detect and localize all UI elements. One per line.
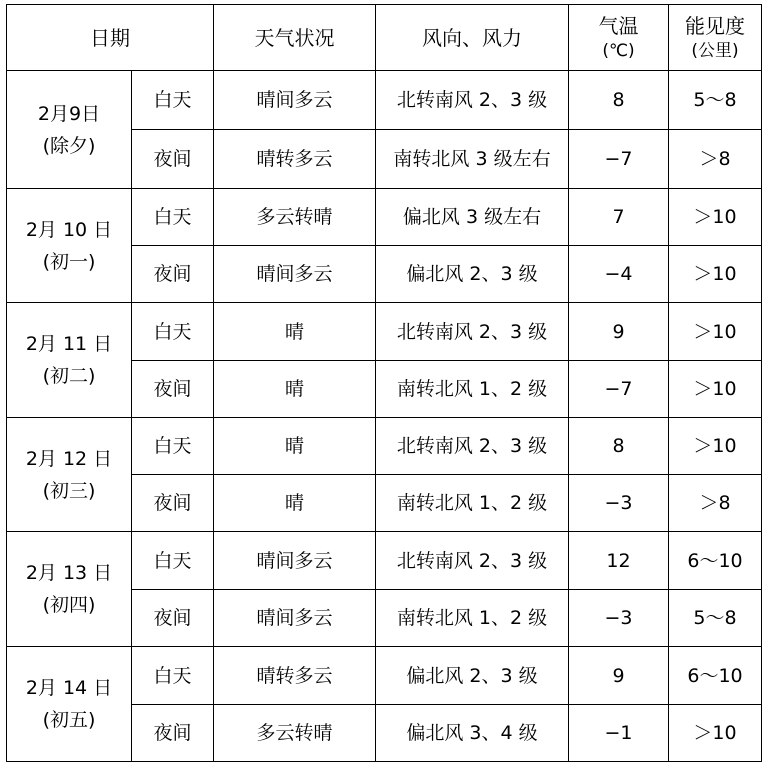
- temperature-cell: 8: [569, 71, 669, 130]
- weather-cell: 晴间多云: [214, 246, 376, 303]
- wind-cell: 北转南风 2、3 级: [376, 303, 569, 361]
- table-row: [7, 189, 762, 246]
- weather-cell: 晴: [214, 361, 376, 418]
- header-temperature-unit: (℃): [602, 40, 635, 61]
- weather-cell: 晴间多云: [214, 590, 376, 647]
- temperature-cell: 9: [569, 303, 669, 361]
- table-row: [7, 418, 762, 475]
- header-wind: 风向、风力: [376, 5, 569, 71]
- date-label: 2月 14 日: [25, 677, 113, 699]
- period-cell: 夜间: [132, 590, 214, 647]
- header-visibility-unit: (公里): [691, 40, 739, 61]
- header-visibility-label: 能见度: [685, 13, 745, 38]
- header-weather: 天气状况: [214, 5, 376, 71]
- period-cell: 白天: [132, 303, 214, 361]
- weather-cell: 晴转多云: [214, 130, 376, 189]
- table-row: [7, 532, 762, 590]
- date-label: 2月 13 日: [25, 562, 113, 584]
- date-cell: [7, 647, 132, 762]
- header-temperature-label: 气温: [598, 13, 639, 38]
- period-cell: 夜间: [132, 130, 214, 189]
- temperature-cell: 12: [569, 532, 669, 590]
- temperature-cell: −7: [569, 361, 669, 418]
- table-row: [7, 647, 762, 705]
- visibility-cell: ＞10: [669, 303, 762, 361]
- temperature-cell: −3: [569, 590, 669, 647]
- weather-cell: 晴: [214, 475, 376, 532]
- wind-cell: 北转南风 2、3 级: [376, 532, 569, 590]
- date-label: 2月 12 日: [25, 447, 113, 470]
- temperature-cell: 8: [569, 418, 669, 475]
- temperature-cell: −3: [569, 475, 669, 532]
- weather-cell: 晴间多云: [214, 71, 376, 130]
- wind-cell: 南转北风 1、2 级: [376, 361, 569, 418]
- wind-cell: 偏北风 2、3 级: [376, 246, 569, 303]
- period-cell: 白天: [132, 418, 214, 475]
- header-visibility: [669, 5, 762, 71]
- table-row: [7, 71, 762, 130]
- date-note: (初三): [42, 479, 96, 502]
- temperature-cell: −4: [569, 246, 669, 303]
- period-cell: 白天: [132, 647, 214, 705]
- visibility-cell: ＞10: [669, 705, 762, 762]
- date-cell: [7, 532, 132, 647]
- wind-cell: 南转北风 1、2 级: [376, 475, 569, 532]
- visibility-cell: 5～8: [669, 590, 762, 647]
- weather-cell: 多云转晴: [214, 705, 376, 762]
- wind-cell: 偏北风 3 级左右: [376, 189, 569, 246]
- period-cell: 夜间: [132, 246, 214, 303]
- period-cell: 白天: [132, 71, 214, 130]
- table-row: [7, 303, 762, 361]
- header-date: 日期: [7, 5, 214, 71]
- date-cell: [7, 189, 132, 303]
- visibility-cell: 6～10: [669, 532, 762, 590]
- date-note: (初四): [42, 594, 96, 616]
- wind-cell: 南转北风 3 级左右: [376, 130, 569, 189]
- weather-cell: 多云转晴: [214, 189, 376, 246]
- visibility-cell: ＞10: [669, 361, 762, 418]
- weather-cell: 晴: [214, 418, 376, 475]
- date-label: 2月 10 日: [25, 218, 113, 241]
- visibility-cell: ＞10: [669, 418, 762, 475]
- wind-cell: 北转南风 2、3 级: [376, 71, 569, 130]
- visibility-cell: ＞10: [669, 246, 762, 303]
- date-cell: [7, 303, 132, 418]
- temperature-cell: −1: [569, 705, 669, 762]
- wind-cell: 南转北风 1、2 级: [376, 590, 569, 647]
- header-temperature: [569, 5, 669, 71]
- temperature-cell: 7: [569, 189, 669, 246]
- period-cell: 夜间: [132, 705, 214, 762]
- date-cell: [7, 418, 132, 532]
- period-cell: 白天: [132, 532, 214, 590]
- date-label: 2月 11 日: [25, 333, 113, 355]
- header-row: [7, 5, 762, 71]
- visibility-cell: 6～10: [669, 647, 762, 705]
- date-note: (初五): [42, 709, 96, 731]
- weather-cell: 晴转多云: [214, 647, 376, 705]
- visibility-cell: ＞8: [669, 130, 762, 189]
- period-cell: 夜间: [132, 475, 214, 532]
- date-note: (初二): [42, 365, 96, 387]
- weather-forecast-table: [6, 4, 762, 762]
- date-label: 2月9日: [37, 102, 101, 125]
- period-cell: 白天: [132, 189, 214, 246]
- weather-cell: 晴: [214, 303, 376, 361]
- period-cell: 夜间: [132, 361, 214, 418]
- visibility-cell: ＞8: [669, 475, 762, 532]
- weather-cell: 晴间多云: [214, 532, 376, 590]
- date-note: (初一): [42, 250, 96, 273]
- date-cell: [7, 71, 132, 189]
- temperature-cell: −7: [569, 130, 669, 189]
- date-note: (除夕): [42, 134, 96, 157]
- visibility-cell: 5～8: [669, 71, 762, 130]
- wind-cell: 北转南风 2、3 级: [376, 418, 569, 475]
- wind-cell: 偏北风 3、4 级: [376, 705, 569, 762]
- visibility-cell: ＞10: [669, 189, 762, 246]
- temperature-cell: 9: [569, 647, 669, 705]
- wind-cell: 偏北风 2、3 级: [376, 647, 569, 705]
